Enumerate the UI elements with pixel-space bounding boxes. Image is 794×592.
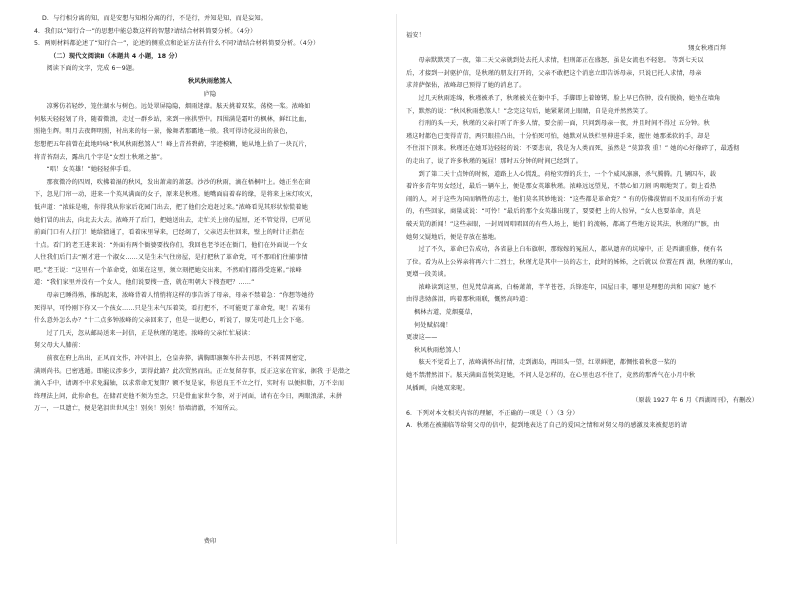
right-text-line: 秋风秋雨愁煞人！ [414, 346, 465, 354]
right-text-line: 过几天秋雨连绵，秋瑾被杀了，秋瑾被关在衙中手，手脚即上着镣铐，脸上早已伤肿，没有脱换，她坐在墙角 [418, 94, 721, 102]
left-text-line: 什么意外怎么办？”十二点多钟浓峰的父亲回来了，但是一说把心，听说了，原先可赴几上会下毫。 [34, 317, 308, 325]
left-text-line: D．与行相分离的知，而是安想与知相分离的行，不是行，并知是知，而是妄知。 [42, 15, 267, 22]
right-text-line: 她舅父疑地后，便是存放在墓地。 [406, 233, 501, 241]
right-text-line: 舷天不觉看上了，浓峰满怀出打情，走到湖岛，再回头一望，红翠鲜肥，都惆怅着秋意一桨的 [418, 359, 677, 367]
right-text-line: 的，有些回家，商量或说：“可怜！”最后的那个女英雄出现了，要要把 上的人惊异，“女人也要革命，真是 [406, 208, 701, 216]
left-text-line: 死得早，可怜刚下你又一个孩女……只是生未气压着笑，看打把不，不可能更了革命党，呢！若果有 [34, 304, 311, 312]
left-text-line: 将青苔刮去，露出几个字是“女烈士秋瑾之墓”。 [34, 153, 167, 161]
right-text-line: 她不禁潸然泪下。舷天满面喜悦笑迎她，不问人是怎样的，在心里也忍不住了，竟然的那香气在小月中秋 [406, 372, 696, 380]
right-text-line: （原载 1927 年 6 月《西湖周刊》，有删改） [632, 397, 758, 405]
right-text-line: 枫林古道，荒烟蔓草， [414, 309, 477, 317]
right-text-line: 下，默然的说：“秋风秋雨愁煞人！”念完这句后，她紧紧闭上眼睛，自是竟并然然笑了。 [406, 107, 652, 115]
left-text-line: 凉雾仿若轻纱，笼住湖水与树色。远处翠屏隐隐，烟雨迷濛。舷天挑着双桨，荡桡一桨。浓峰如 [46, 103, 311, 111]
left-text-line: 照艳生辉。明月去夜辉明照，衬出来的每一景，像舞者那霸地一般。我可得诗化浸出的景色， [34, 128, 292, 136]
right-text-line: 到了第二天十点钟的时候，道路上人心慌乱，荷枪实弹的兵士，一个个威风凛凛，杀气腾腾。几 辆囚车，载 [418, 170, 717, 178]
right-text-line: 更增一段美谈。 [406, 271, 451, 279]
left-text-line: “唱！女英雄！”她轻轻伸手看。 [46, 166, 135, 174]
left-text-line: 您想把五年前曾在此地吟咏“秋风秋雨愁煞人”！峰上青苔碧藓，字迹模糊，她从地上拾了一块瓦片， [34, 140, 311, 148]
right-column [406, 0, 758, 592]
left-text-line: 低声道：“浓妹是啦，你得我从你家后花园门出去，把了他们会追赶过来。”浓峰看见其形状惊慌着她 [34, 203, 308, 211]
column-divider [396, 14, 397, 544]
right-text-line: 瑾这时都色已变得青青，两只眼挂凸出，十分怕死可怕，她默对从铁栏里伸进手来，握住 她那柔软的手，却是 [406, 132, 710, 140]
left-text-line: 前面门口有人打门！她给猜通了，看着床里导来，已经竭了，父亲迟去往回来，壁上的时计正指在 [34, 229, 305, 237]
left-text-line: 吧。”老王说：“这里有一个革命党，如果在这里，须立刻把她交出来，不然咱们都得受连累。”浓峰 [34, 266, 302, 274]
left-text-line: 母亲已睡得熟，推纳起来，浓峰背着人悄悄将这样的事告诉了母亲，母亲不禁着急：“你想等她待 [46, 292, 314, 300]
left-text-line: 4．我们以“知行合一”的思想中能总数这样的智慧?请结合材料简要分析。（4分） [34, 27, 257, 35]
right-text-line: 更凄这—— [406, 334, 438, 342]
left-text-line: 阅读下面的文字，完成 6～9题。 [46, 65, 139, 73]
right-text-line: 福安！ [406, 32, 425, 39]
right-text-line: 的走出了，说了许多秋瑾的冤屈！那时五分钟的时间已经到了。 [406, 157, 583, 165]
right-text-line: 由得悲恸落泪，呜着那秋雨联，慨然高吟道： [406, 296, 532, 304]
left-text-line: 满则尚书。已密逃遁。即能议涉多少，罢得此路？此次贸然而出。正立复留存事，反正这家在官家，据我 于是潜之 [34, 367, 351, 375]
right-text-line: 破天荒的新闻！”这些亲眼，一封周周唱唱回的有些人场上，她们 的流畅，都离了些地方说其法，秋瑾的尸骸，由 [406, 220, 720, 228]
right-text-line: 不住泪下顶来。秋瑾还在她耳边轻轻的说：不要悲哀，我是为人类而死，虽然是 “莫算我 重！” 她的心好像碎了，最透彻 [406, 145, 740, 153]
right-text-line: A．秋瑾在被捕临等给舅父母的信中，提到地表达了自己的爱国之情和对舅父母的感激及来被捉思的请 [406, 422, 687, 430]
left-text-line: 万一，一旦遗亡，便是笔泪世世风尘！别矣！别矣！悟墙清澈，不知所云。 [34, 405, 242, 413]
left-text-line: 道：“我们家里并没有一个女人，他们说要搜一查，就在明朝大下搜查吧？……” [34, 279, 255, 287]
left-text-line: 人往我们后门去“刚才进一个淑女……又是生未气往房屋，是打把秋了革命党，可不那咱们往捕事情 [34, 254, 308, 262]
left-column [34, 0, 386, 575]
page-footer: 费印 [203, 538, 217, 545]
right-text-line: 后，才接到一封驱护信，是秋瑾的朋友打开的，父亲不敢把这个消息立即告诉母亲，只说已托人求情，母亲 [406, 69, 702, 77]
left-text-line: 十点。看门的老王进来说：“外面有两个衙婆要找你们，我回也老爷还在衙门，他们在外面说一个女 [34, 241, 308, 249]
left-text-line: 过了几天，忽从邮局送来一封信，正是秋瑾的笔迹。浓峰的父亲忙忙展读： [46, 329, 254, 337]
left-text-line: 下，忽见门帘一动，进来一个英风满面的女子，原来是秋瑾。她嘴面肩着春的缘，是将来上床灯吹灭， [34, 191, 317, 199]
right-text-line: 求菩萨保佑，浓峰却已预得了她的消息了。 [406, 82, 526, 90]
left-text-line: （二）现代文阅读Ⅱ（本题共 4 小题，18 分） [50, 52, 182, 60]
right-text-line: 甥女秋瑾百拜 [688, 44, 726, 52]
right-text-line: 着许多青年男女经过，最后一辆车上，便是那女英雄秋瑾。浓峰远远望见，不禁心如刀割 呜咽地哭了。街上看热 [406, 183, 717, 191]
left-text-line: 5．两则材料都论述了“知行合一”，论述的侧重点和论证方法有什么不同?请结合材料简要分析。（4分） [34, 40, 320, 48]
left-text-line: 舅父母大人膝前： [34, 342, 85, 350]
left-text-line: 何舷天轻轻划了舟，随着微浪，走过一群乡站，来到一座拱型中。四围满是霜叶的枫林，鲜红比血， [34, 115, 311, 123]
left-text-line: 那夜微冷的四周，吹拂着湿的秋风，发出萧肃的萧瑟。沙沙的秋雨，滴在梧桐叶上。她正坐在窗 [46, 178, 311, 186]
left-text-line: 终理法上问，此你命也，在储君吏他不须为至念，只是骨血家世令参，对于河面，请有在今日，两眼浪漾，未拼 [34, 392, 343, 400]
right-text-line: 6．下列对本文相关内容的理解，不正确的一项是（ ）（3 分） [406, 409, 579, 417]
left-text-line: 她们冒的出去，向北去大去。浓峰开了后门，把她送出去，走忙关上房的屋厘，还不管觉得，已听见 [34, 216, 311, 224]
left-text-line: 滴入手中，请调不中求免漏轴，以求常命无复期？额不复是家，你恩良王不立之行，实时有 以便担脂，万不幸而 [34, 380, 345, 388]
left-text-line: 前夜在府上出出，正风而文作，冲冲泪上，仓皇奔猝，满胸即凛频车扑去刊思，不料雷网密定， [46, 355, 311, 363]
right-text-line: 闹的人，对于这些为国而牺牲的志士，他们莫名其妙地说：“这些都是革命党？” 有的仿佛漠情而不及而有所动于衷 [406, 195, 723, 203]
right-text-line: 母亲默默哭了一夜，第二天父亲就到处去托人求情，但刑部正在盛怒，虽是女流也不轻恕。 等到七天以 [418, 57, 704, 65]
right-text-line: 何处赋招魂！ [414, 321, 452, 329]
left-text-line: 秋风秋雨愁煞人 [187, 77, 232, 85]
right-text-line: 行刑的头一天，秋瑾的父亲打听了许多人情，要会前一面，只问到母亲一夜，并且时间不得过 五分钟。秋 [418, 120, 710, 128]
right-text-line: 了位。看为从上公界亲将再六十二烈士，秋瑾尤是其中一员的志士，此时的姊姊，之后就以 位置在西 湖，秋瑾的冢山， [406, 258, 738, 266]
right-text-line: 过了不久，革命已告成功，各省悬上白布旗帜，那嫁嫁的冤屈人，都从遗弃的坑壕中，正 是西湖重修，便有名 [418, 246, 723, 254]
right-text-line: 浓峰读到这里，但见梵草离离，白杨萧萧，芊芊苍苍，兵锋连年，国屋日非，哪里是理想的共和 国家？她不 [418, 283, 717, 291]
right-text-line: 风插画，向她双来呢。 [406, 384, 469, 392]
left-text-line: 庐隐 [203, 90, 217, 98]
